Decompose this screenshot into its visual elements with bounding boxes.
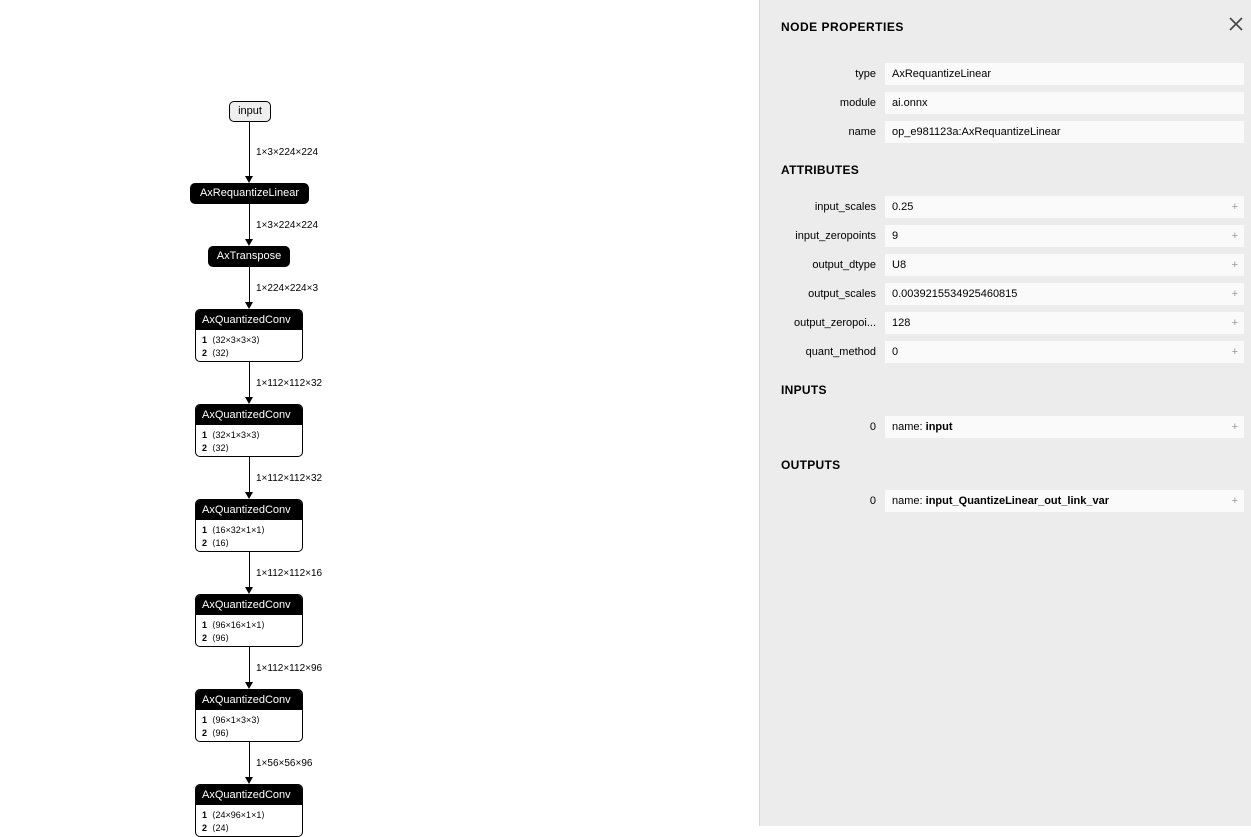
prop-value[interactable]: op_e981123a:AxRequantizeLinear xyxy=(885,121,1244,143)
attribute-value[interactable]: U8 + xyxy=(885,254,1244,276)
node-initializer-row: 2 ⟨32⟩ xyxy=(202,348,230,358)
node-initializer-row: 2 ⟨96⟩ xyxy=(202,633,230,643)
expand-icon[interactable]: + xyxy=(1231,201,1238,213)
expand-icon[interactable]: + xyxy=(1231,288,1238,300)
attribute-key: output_zeropoi... xyxy=(794,317,876,329)
graph-edge xyxy=(249,552,250,587)
edge-label: 1×3×224×224 xyxy=(256,147,319,158)
prop-row-type xyxy=(760,63,1251,85)
node-initializer-row: 1 ⟨32×1×3×3⟩ xyxy=(202,430,260,440)
expand-icon[interactable]: + xyxy=(1231,230,1238,242)
attribute-value[interactable]: 0 + xyxy=(885,341,1244,363)
edge-label: 1×112×112×32 xyxy=(256,473,323,484)
expand-icon[interactable]: + xyxy=(1231,346,1238,358)
attribute-value[interactable]: 128 + xyxy=(885,312,1244,334)
attribute-value[interactable]: 9 + xyxy=(885,225,1244,247)
edge-label: 1×3×224×224 xyxy=(256,220,319,231)
input-row xyxy=(760,416,1251,438)
node-header: AxQuantizedConv xyxy=(196,405,302,425)
panel-title: NODE PROPERTIES xyxy=(781,20,904,34)
node-initializer-row: 1 ⟨16×32×1×1⟩ xyxy=(202,525,265,535)
graph-node-conv[interactable] xyxy=(195,499,303,552)
node-initializer-row: 2 ⟨24⟩ xyxy=(202,823,230,833)
attributes-heading: ATTRIBUTES xyxy=(781,163,860,177)
node-initializer-row: 2 ⟨96⟩ xyxy=(202,728,230,738)
inputs-heading: INPUTS xyxy=(781,383,827,397)
graph-node-conv[interactable] xyxy=(195,404,303,457)
prop-row-module xyxy=(760,92,1251,114)
edge-label: 1×224×224×3 xyxy=(256,283,319,294)
graph-edge xyxy=(249,742,250,777)
attribute-row xyxy=(760,283,1251,305)
graph-edge xyxy=(249,647,250,682)
node-initializer-row: 1 ⟨24×96×1×1⟩ xyxy=(202,810,265,820)
graph-edge xyxy=(249,457,250,492)
close-icon[interactable] xyxy=(1227,15,1245,33)
prop-value[interactable]: ai.onnx xyxy=(885,92,1244,114)
prop-key: type xyxy=(855,68,876,80)
prop-row-name xyxy=(760,121,1251,143)
node-properties-panel xyxy=(759,0,1251,826)
node-header: AxQuantizedConv xyxy=(196,500,302,520)
node-header: AxQuantizedConv xyxy=(196,595,302,615)
output-index: 0 xyxy=(869,495,876,507)
input-index: 0 xyxy=(869,421,876,433)
attribute-row xyxy=(760,254,1251,276)
attribute-row xyxy=(760,196,1251,218)
attribute-key: input_scales xyxy=(814,201,876,213)
edge-arrow xyxy=(245,176,253,183)
edge-label: 1×56×56×96 xyxy=(256,758,313,769)
edge-arrow xyxy=(245,302,253,309)
graph-edge xyxy=(249,267,250,302)
prop-key: name xyxy=(848,126,876,138)
attribute-value[interactable]: 0.0039215534925460815 + xyxy=(885,283,1244,305)
attribute-key: output_dtype xyxy=(812,259,876,271)
edge-arrow xyxy=(245,397,253,404)
attribute-value[interactable]: 0.25 + xyxy=(885,196,1244,218)
expand-icon[interactable]: + xyxy=(1231,421,1238,433)
node-initializer-row: 2 ⟨16⟩ xyxy=(202,538,230,548)
edge-label: 1×112×112×16 xyxy=(256,568,323,579)
edge-arrow xyxy=(245,587,253,594)
node-initializer-row: 1 ⟨32×3×3×3⟩ xyxy=(202,335,260,345)
expand-icon[interactable]: + xyxy=(1231,259,1238,271)
attribute-row xyxy=(760,341,1251,363)
graph-node-requantize[interactable]: AxRequantizeLinear xyxy=(190,183,309,204)
expand-icon[interactable]: + xyxy=(1231,317,1238,329)
node-header: AxQuantizedConv xyxy=(196,310,302,330)
edge-arrow xyxy=(245,777,253,784)
edge-label: 1×112×112×32 xyxy=(256,378,323,389)
prop-value[interactable]: AxRequantizeLinear xyxy=(885,63,1244,85)
node-header: AxQuantizedConv xyxy=(196,690,302,710)
graph-edge xyxy=(249,121,250,176)
edge-arrow xyxy=(245,492,253,499)
edge-label: 1×112×112×96 xyxy=(256,663,323,674)
prop-key: module xyxy=(839,97,876,109)
node-initializer-row: 2 ⟨32⟩ xyxy=(202,443,230,453)
graph-node-conv[interactable] xyxy=(195,594,303,647)
attribute-key: quant_method xyxy=(805,346,876,358)
graph-input-node[interactable]: input xyxy=(229,101,271,122)
graph-node-transpose[interactable]: AxTranspose xyxy=(208,246,290,267)
attribute-row xyxy=(760,312,1251,334)
attribute-key: input_zeropoints xyxy=(795,230,876,242)
node-header: AxQuantizedConv xyxy=(196,785,302,805)
graph-edge xyxy=(249,362,250,397)
outputs-heading: OUTPUTS xyxy=(781,458,841,472)
edge-arrow xyxy=(245,239,253,246)
input-value[interactable]: name: input + xyxy=(885,416,1244,438)
node-initializer-row: 1 ⟨96×16×1×1⟩ xyxy=(202,620,265,630)
output-row xyxy=(760,490,1251,512)
output-value[interactable]: name: input_QuantizeLinear_out_link_var + xyxy=(885,490,1244,512)
edge-arrow xyxy=(245,682,253,689)
graph-node-conv[interactable] xyxy=(195,784,303,837)
node-initializer-row: 1 ⟨96×1×3×3⟩ xyxy=(202,715,260,725)
expand-icon[interactable]: + xyxy=(1231,495,1238,507)
attribute-key: output_scales xyxy=(808,288,876,300)
attribute-row xyxy=(760,225,1251,247)
graph-edge xyxy=(249,204,250,239)
graph-node-conv[interactable] xyxy=(195,689,303,742)
graph-node-conv[interactable] xyxy=(195,309,303,362)
